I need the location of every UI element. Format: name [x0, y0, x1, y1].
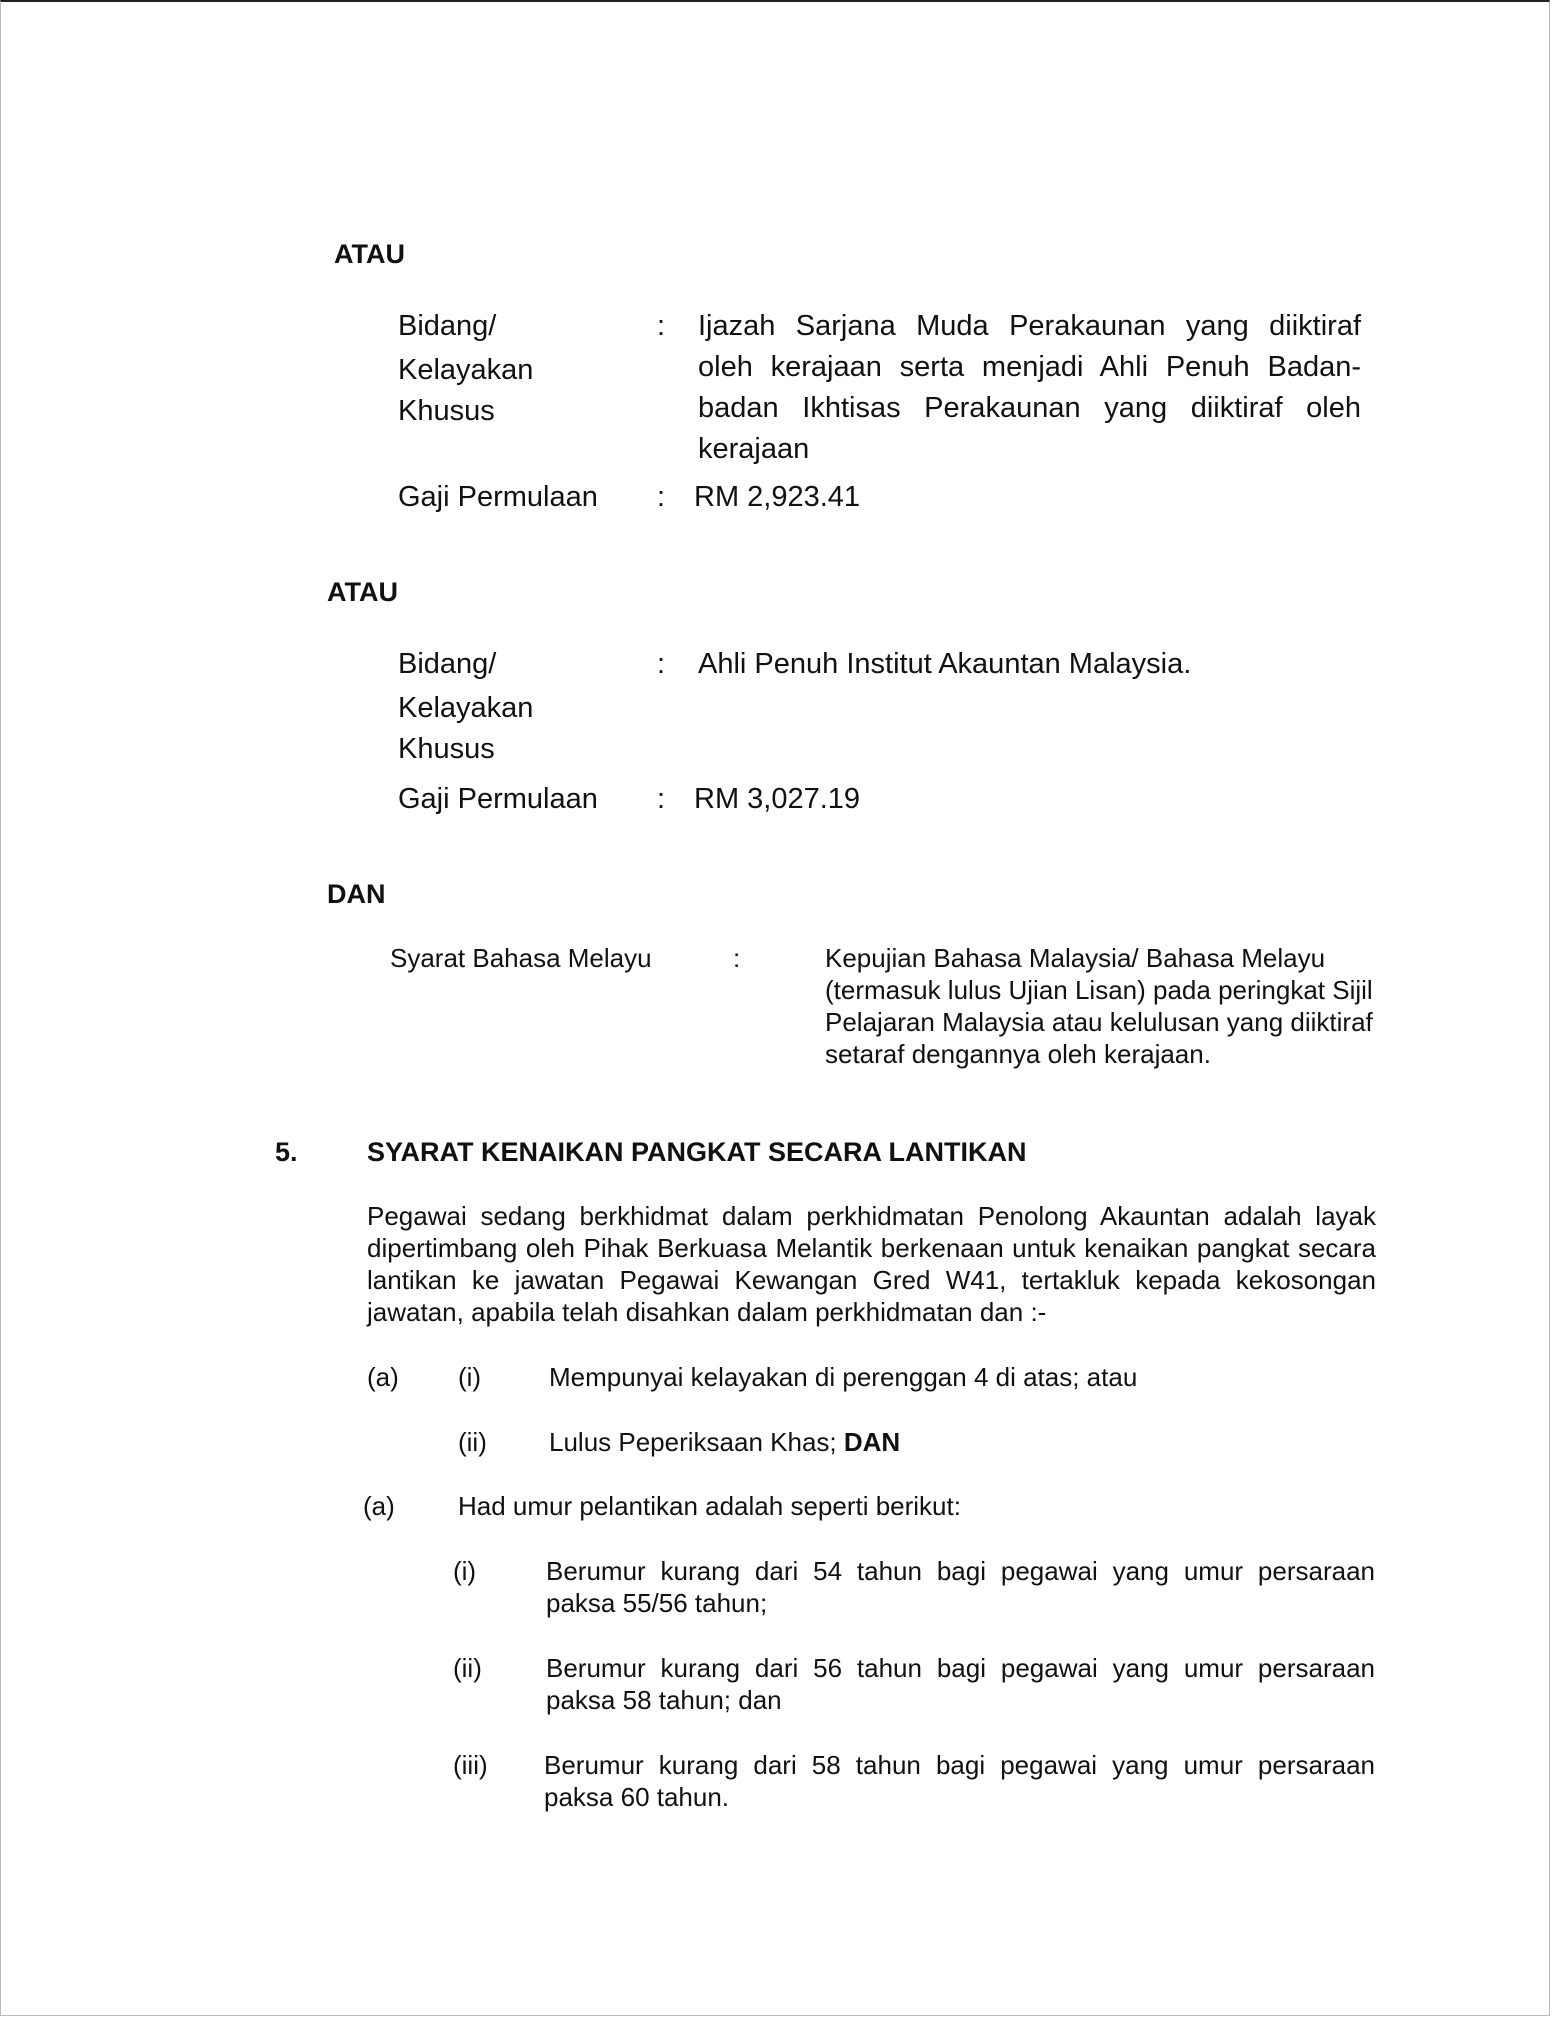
item-label-a-age: (a): [363, 1491, 395, 1521]
colon: :: [657, 310, 666, 342]
sub-label-i: (i): [453, 1556, 477, 1586]
item-text-ii-normal: Lulus Peperiksaan Khas;: [549, 1427, 844, 1457]
field-label-khusus: Khusus: [398, 395, 495, 427]
item-text-ii: [549, 1426, 900, 1458]
item-label-i: (i): [458, 1362, 482, 1392]
field-label-kelayakan: Kelayakan: [398, 692, 534, 724]
field-label-bidang: Bidang/: [398, 648, 497, 680]
heading-atau-1: ATAU: [334, 239, 405, 269]
field-label-bidang: Bidang/: [398, 310, 497, 342]
sub-text-iii: Berumur kurang dari 58 tahun bagi pegawai yang umur persaraan paksa 60 tahun.: [544, 1750, 1375, 1812]
salary-value: RM 2,923.41: [694, 481, 861, 513]
salary-value: RM 3,027.19: [694, 783, 861, 815]
item-label-ii: (ii): [458, 1427, 487, 1457]
field-label-kelayakan: Kelayakan: [398, 354, 534, 386]
language-requirement-value: Kepujian Bahasa Malaysia/ Bahasa Melayu (termasuk lulus Ujian Lisan) pada peringkat Sijil Pelajaran Malaysia atau kelulusan yang diiktiraf setaraf dengannya oleh kerajaan.: [825, 943, 1373, 1069]
colon: :: [733, 943, 741, 973]
field-value-qualification: Ahli Penuh Institut Akauntan Malaysia.: [698, 648, 1192, 680]
salary-label: Gaji Permulaan: [398, 481, 598, 513]
sub-text-ii: Berumur kurang dari 56 tahun bagi pegawai yang umur persaraan paksa 58 tahun; dan: [546, 1653, 1375, 1715]
colon: :: [657, 783, 666, 815]
section-paragraph: Pegawai sedang berkhidmat dalam perkhidmatan Penolong Akauntan adalah layak dipertimbang oleh Pihak Berkuasa Melantik berkenaan untuk kenaikan pangkat secara lantikan ke jawatan Pegawai Kewangan Gred W41, tertakluk kepada kekosongan jawatan, apabila telah disahkan dalam perkhidmatan dan :-: [367, 1201, 1376, 1327]
sub-label-ii: (ii): [453, 1653, 482, 1683]
colon: :: [657, 648, 666, 680]
colon: :: [657, 481, 666, 513]
language-requirement-label: Syarat Bahasa Melayu: [390, 943, 652, 973]
section-number: 5.: [275, 1137, 298, 1167]
heading-atau-2: ATAU: [327, 577, 398, 607]
sub-text-i: Berumur kurang dari 54 tahun bagi pegawai yang umur persaraan paksa 55/56 tahun;: [546, 1556, 1375, 1618]
salary-label: Gaji Permulaan: [398, 783, 598, 815]
section-title: SYARAT KENAIKAN PANGKAT SECARA LANTIKAN: [367, 1137, 1027, 1167]
item-text-ii-bold: DAN: [843, 1427, 901, 1457]
field-value-qualification: Ijazah Sarjana Muda Perakaunan yang diiktiraf oleh kerajaan serta menjadi Ahli Penuh Badan-badan Ikhtisas Perakaunan yang diiktiraf oleh kerajaan: [698, 310, 1361, 465]
heading-dan: DAN: [327, 879, 386, 909]
item-label-a: (a): [367, 1362, 399, 1392]
item-text-i: Mempunyai kelayakan di perenggan 4 di atas; atau: [549, 1362, 1138, 1392]
field-label-khusus: Khusus: [398, 733, 495, 765]
sub-label-iii: (iii): [453, 1750, 488, 1780]
item-text-age-limits: Had umur pelantikan adalah seperti berikut:: [458, 1491, 961, 1521]
